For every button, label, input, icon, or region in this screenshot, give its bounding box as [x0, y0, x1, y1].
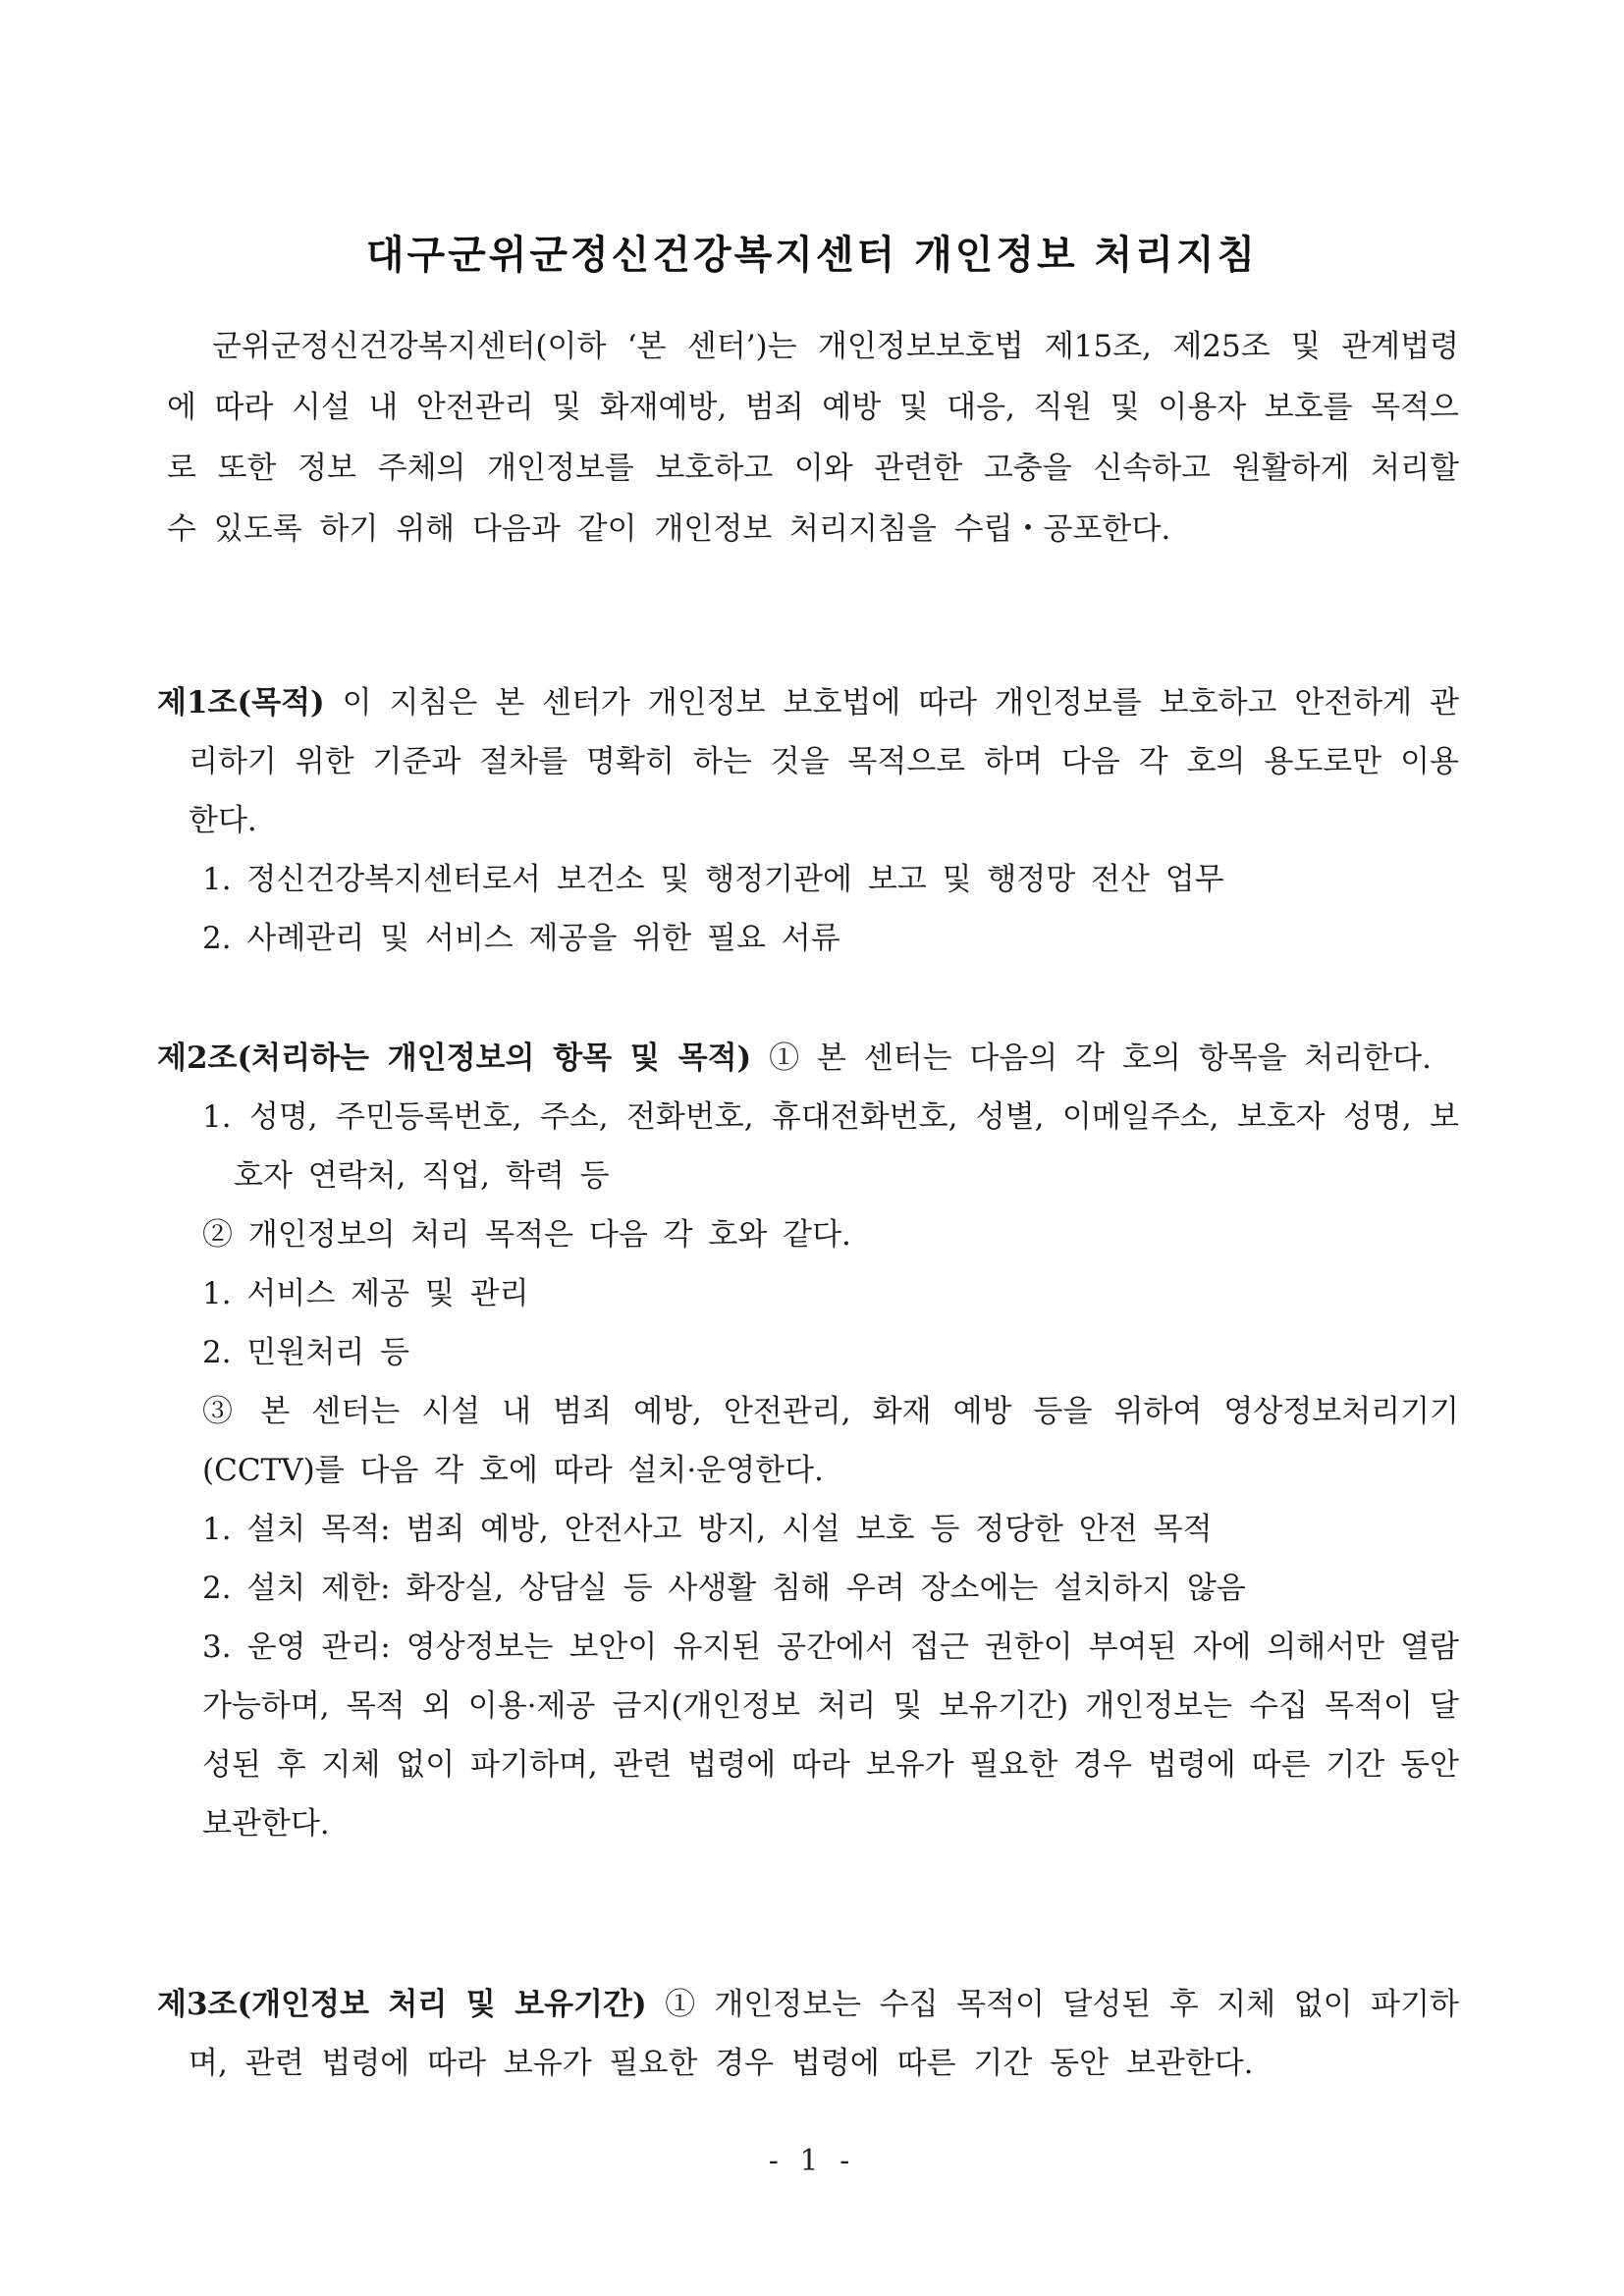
- article-2-item: 2. 설치 제한: 화장실, 상담실 등 사생활 침해 우려 장소에는 설치하지 않음: [202, 1571, 1246, 1606]
- article-2-item: 1. 서비스 제공 및 관리: [202, 1276, 529, 1311]
- article-2-item: 3. 운영 관리: 영상정보는 보안이 유지된 공간에서 접근 권한이 부여된 자에 의해서만 열람 가능하며, 목적 외 이용·제공 금지(개인정보 처리 및 보유기간) 개인정보는 수집 목적이 달성된 후 지체 없이 파기하며, 관련 법령에 따라 보유가 필요한 경우 법령에 따른 기간 동안 보관한다.: [202, 1629, 1459, 1842]
- article-2-paragraph-2: ② 개인정보의 처리 목적은 다음 각 호와 같다.: [202, 1217, 851, 1253]
- intro-text: 군위군정신건강복지센터(이하 ‘본 센터’)는 개인정보보호법 제15조, 제25조 및 관계법령에 따라 시설 내 안전관리 및 화재예방, 범죄 예방 및 대응, 직원 및 이용자 보호를 목적으로 또한 정보 주체의 개인정보를 보호하고 이와 관련한 고충을 신속하고 원활하게 처리할 수 있도록 하기 위해 다음과 같이 개인정보 처리지침을 수립・공포한다.: [167, 329, 1459, 547]
- article-1: [157, 673, 1459, 968]
- article-1-item: 1. 정신건강복지센터로서 보건소 및 행정기관에 보고 및 행정망 전산 업무: [202, 862, 1224, 897]
- article-2-item: 1. 성명, 주민등록번호, 주소, 전화번호, 휴대전화번호, 성별, 이메일주소, 보호자 성명, 보호자 연락처, 직업, 학력 등: [202, 1099, 1459, 1194]
- article-2: [157, 1029, 1459, 1853]
- article-3-text: ① 개인정보는 수집 목적이 달성된 후 지체 없이 파기하며, 관련 법령에 따라 보유가 필요한 경우 법령에 따른 기간 동안 보관한다.: [189, 1987, 1459, 2081]
- article-1-body: [157, 673, 1459, 850]
- article-2-heading: 제2조(처리하는 개인정보의 항목 및 목적): [157, 1041, 752, 1076]
- article-1-item: 2. 사례관리 및 서비스 제공을 위한 필요 서류: [202, 921, 840, 956]
- intro-paragraph: [167, 316, 1459, 560]
- article-1-heading: 제1조(목적): [157, 685, 325, 721]
- article-2-text: ① 본 센터는 다음의 각 호의 항목을 처리한다.: [751, 1041, 1432, 1076]
- article-3: [157, 1975, 1459, 2093]
- article-2-body: [157, 1029, 1459, 1088]
- article-3-body: [157, 1975, 1459, 2093]
- article-2-paragraph-3: ③ 본 센터는 시설 내 범죄 예방, 안전관리, 화재 예방 등을 위하여 영상정보처리기기(CCTV)를 다음 각 호에 따라 설치·운영한다.: [202, 1394, 1459, 1488]
- document-title: 대구군위군정신건강복지센터 개인정보 처리지침: [365, 232, 1259, 278]
- article-2-item: 1. 설치 목적: 범죄 예방, 안전사고 방지, 시설 보호 등 정당한 안전 목적: [202, 1512, 1213, 1547]
- article-2-item: 2. 민원처리 등: [202, 1335, 410, 1370]
- page-number: - 1 -: [768, 2144, 856, 2178]
- article-3-heading: 제3조(개인정보 처리 및 보유기간): [157, 1987, 647, 2022]
- article-1-text: 이 지침은 본 센터가 개인정보 보호법에 따라 개인정보를 보호하고 안전하게 관리하기 위한 기준과 절차를 명확히 하는 것을 목적으로 하며 다음 각 호의 용도로만 이용한다.: [189, 685, 1459, 838]
